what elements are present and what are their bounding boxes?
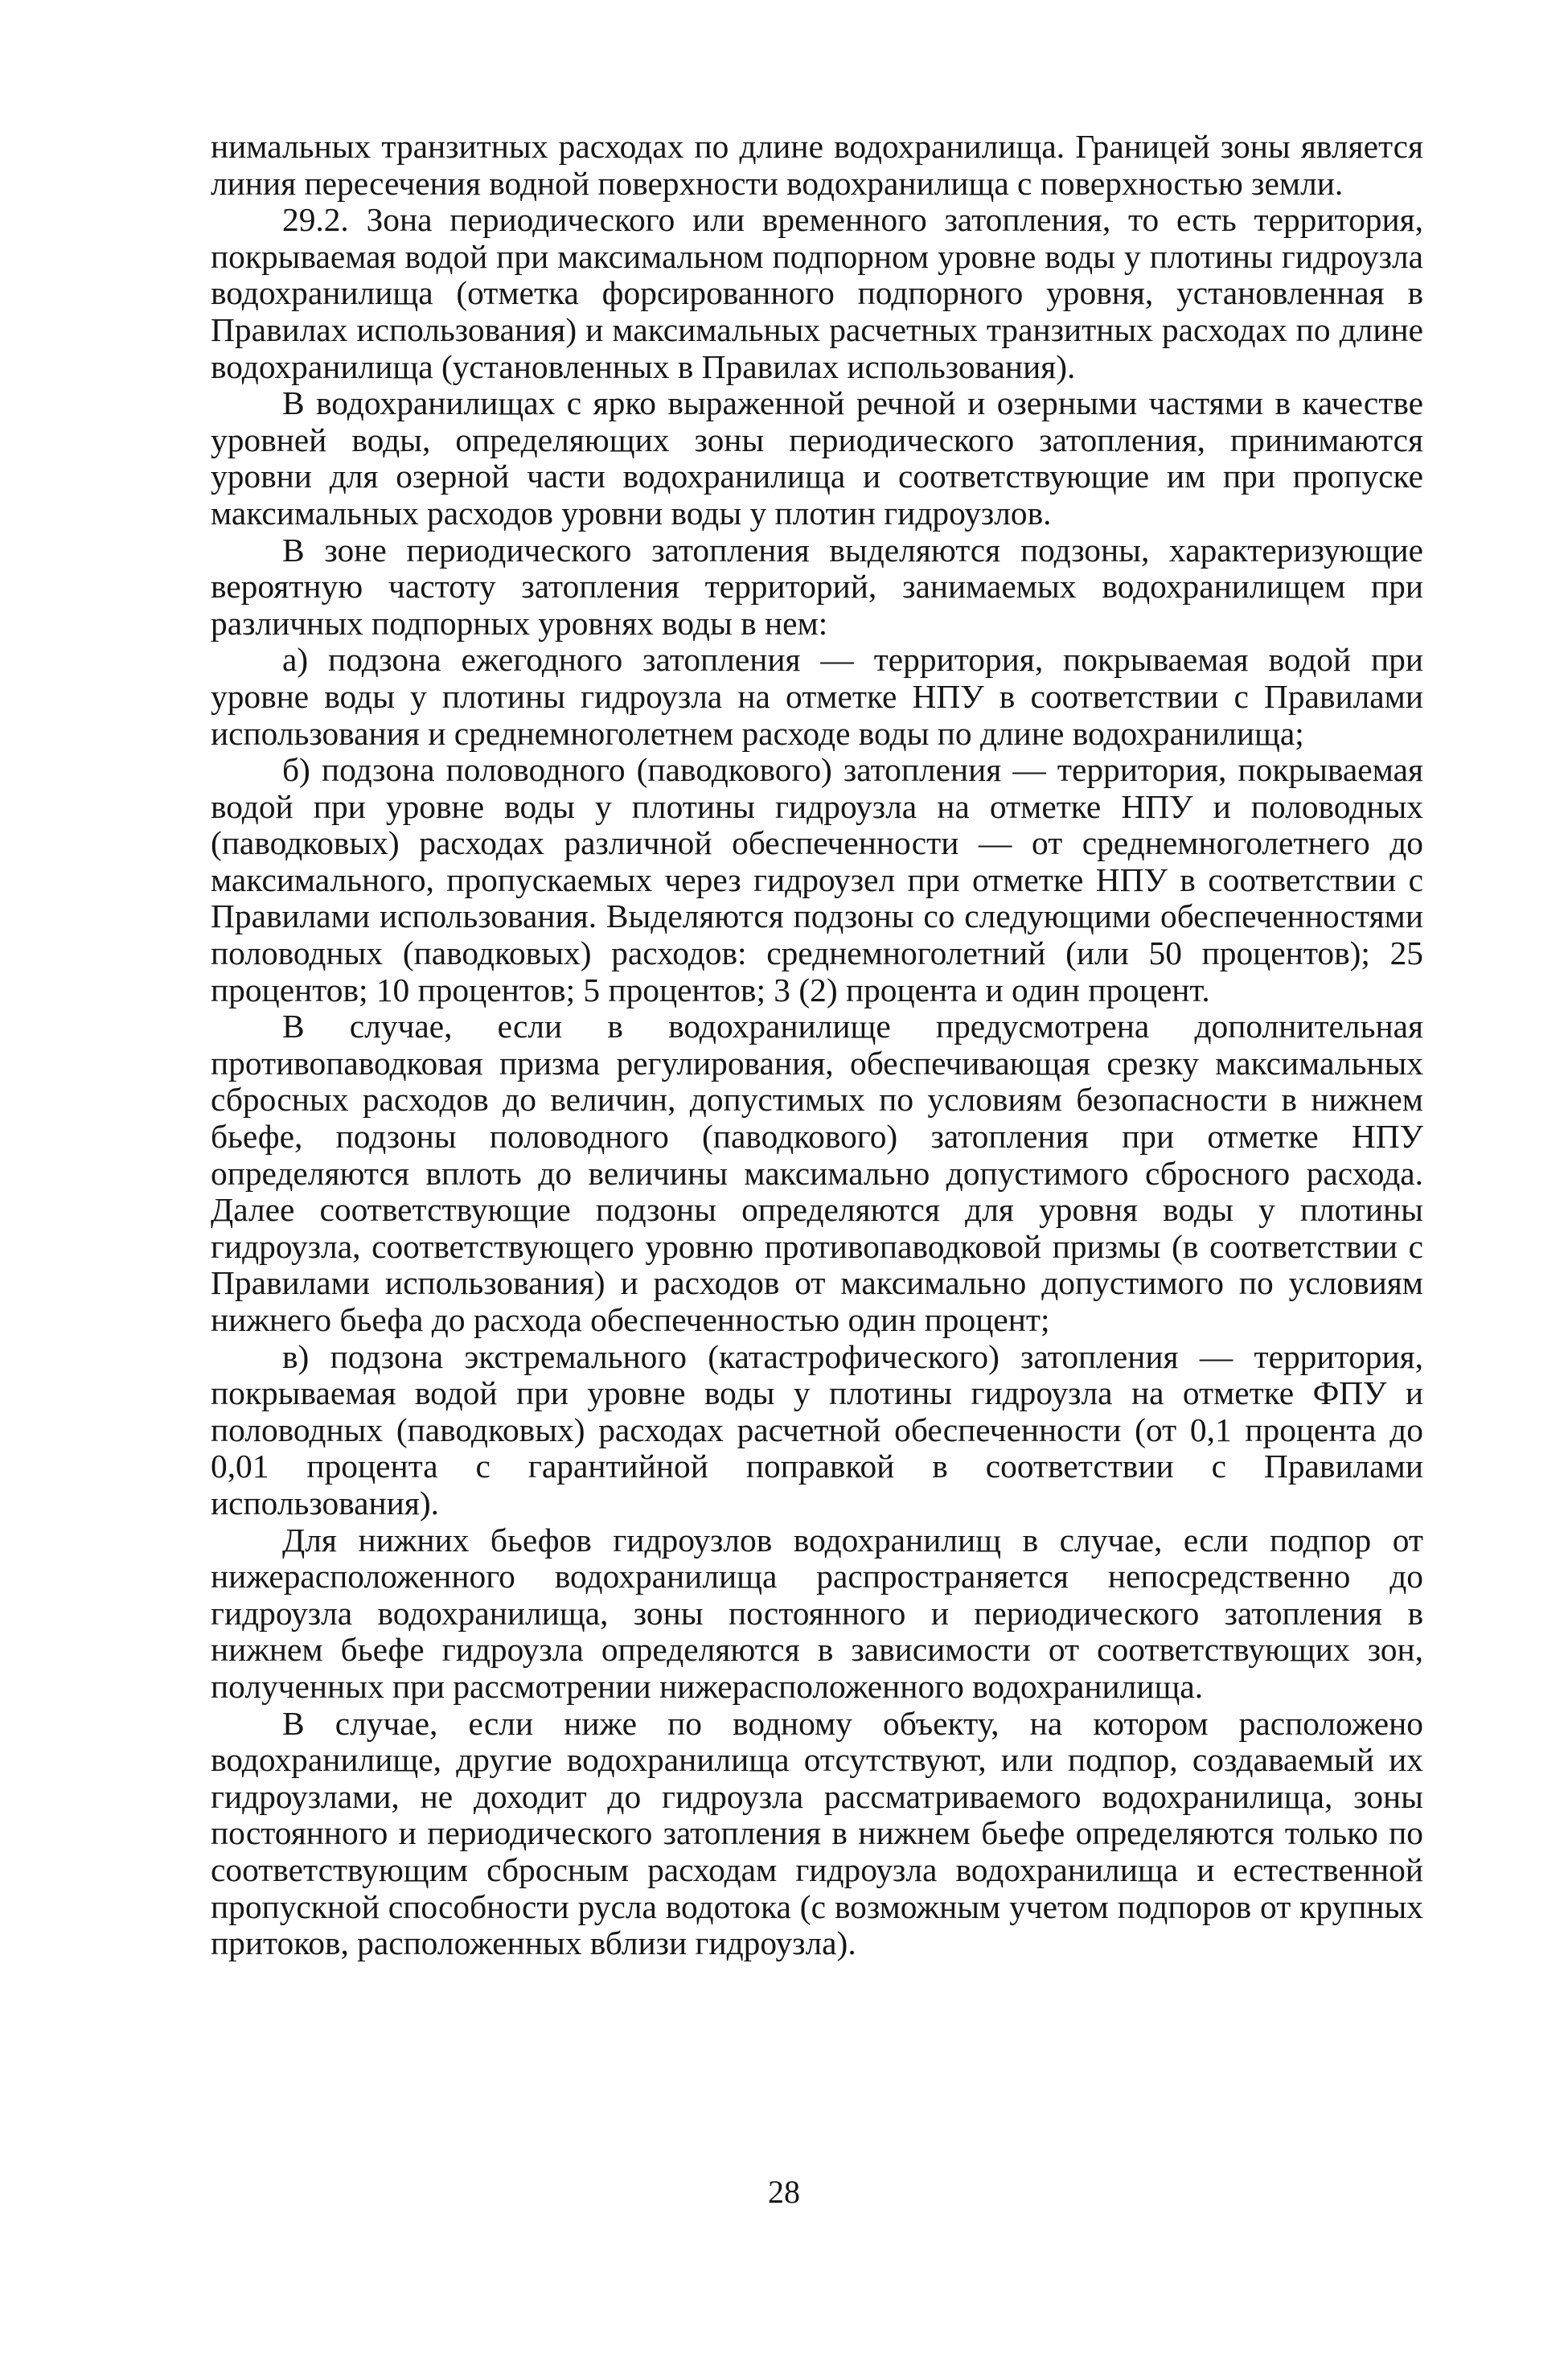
paragraph-lake-river-parts: В водохранилищах с ярко выраженной речной и озерными частями в качестве уровней воды, определяющих зоны периодического затопления, принимаются уровни для озерной части водохранилища и соответствующие им при пропуске максимальных расходов уровни воды у плотин гидроузлов. <box>211 384 1423 532</box>
list-item-subzone-c: в) подзона экстремального (катастрофического) затопления — территория, покрываемая водой при уровне воды у плотины гидроузла на отметке ФПУ и половодных (паводковых) расходах расчетной обеспеченности (от 0,1 процента до 0,01 процента с гарантийной поправкой в соответствии с Правилами использования). <box>211 1337 1423 1522</box>
paragraph-subzones-intro: В зоне периодического затопления выделяются подзоны, характеризующие вероятную частоту затопления территорий, занимаемых водохранилищем при различных подпорных уровнях воды в нем: <box>211 531 1423 642</box>
paragraph-no-downstream-reservoirs: В случае, если ниже по водному объекту, на котором расположено водохранилище, другие водохранилища отсутствуют, или подпор, создаваемый их гидроузлами, не доходит до гидроузла рассматриваемого водохранилища, зоны постоянного и периодического затопления в нижнем бьефе определяются только по соответствующим сбросным расходам гидроузла водохранилища и естественной пропускной способности русла водотока (с возможным учетом подпоров от крупных притоков, расположенных вблизи гидроузла). <box>211 1704 1423 1962</box>
paragraph-lower-pools: Для нижних бьефов гидроузлов водохранилищ в случае, если подпор от нижерасположенного водохранилища распространяется непосредственно до гидроузла водохранилища, зоны постоянного и периодического затопления в нижнем бьефе гидроузла определяются в зависимости от соответствующих зон, полученных при рассмотрении нижерасположенного водохранилища. <box>211 1521 1423 1705</box>
document-body <box>211 129 1423 1962</box>
list-item-subzone-b: б) подзона половодного (паводкового) затопления — территория, покрываемая водой при уровне воды у плотины гидроузла на отметке НПУ и половодных (паводковых) расходах различной обеспеченности — от среднемноголетнего до максимального, пропускаемых через гидроузел при отметке НПУ в соответствии с Правилами использования. Выделяются подзоны со следующими обеспеченностями половодных (паводковых) расходов: среднемноголетний (или 50 процентов); 25 процентов; 10 процентов; 5 процентов; 3 (2) процента и один процент. <box>211 751 1423 1008</box>
paragraph-29-2: 29.2. Зона периодического или временного затопления, то есть территория, покрываемая водой при максимальном подпорном уровне воды у плотины гидроузла водохранилища (отметка форсированного подпорного уровня, установленная в Правилах использования) и максимальных расчетных транзитных расходах по длине водохранилища (установленных в Правилах использования). <box>211 201 1423 385</box>
page-number: 28 <box>768 2174 800 2210</box>
paragraph-flood-prism: В случае, если в водохранилище предусмотрена дополнительная противопаводковая призма регулирования, обеспечивающая срезку максимальных сбросных расходов до величин, допустимых по условиям безопасности в нижнем бьефе, подзоны половодного (паводкового) затопления при отметке НПУ определяются вплоть до величины максимально допустимого сбросного расхода. Далее соответствующие подзоны определяются для уровня воды у плотины гидроузла, соответствующего уровню противопаводковой призмы (в соответствии с Правилами использования) и расходов от максимально допустимого по условиям нижнего бьефа до расхода обеспеченностью один процент; <box>211 1008 1423 1338</box>
paragraph-continuation: нимальных транзитных расходах по длине водохранилища. Границей зоны является линия пересечения водной поверхности водохранилища с поверхностью земли. <box>211 128 1423 202</box>
list-item-subzone-a: а) подзона ежегодного затопления — территория, покрываемая водой при уровне воды у плотины гидроузла на отметке НПУ в соответствии с Правилами использования и среднемноголетнем расходе воды по длине водохранилища; <box>211 641 1423 752</box>
